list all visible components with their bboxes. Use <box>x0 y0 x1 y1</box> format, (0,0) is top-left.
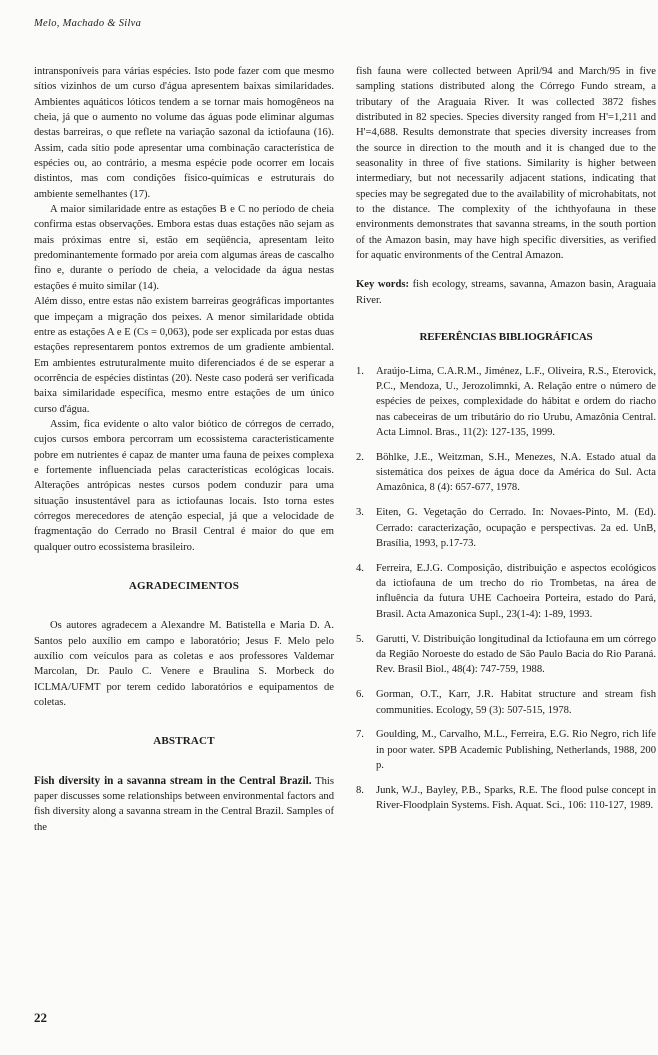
left-column <box>34 64 334 835</box>
body-paragraph-3: Além disso, entre estas não existem barreiras geográficas importantes que impeçam a migração dos peixes. A menor similaridade obtida entre as estações A e E (Cs = 0,063), pode ser explicada por estas duas estações representarem pontos extremos de um gradiente ambiental. Em ambientes estruturalmente muito diferenciados é de se esperar a ocorrência de espécies distintas (20). Neste caso poderá ser verificada baixa similaridade específica, mesmo entre estações de um único curso d'água. <box>34 296 334 415</box>
body-paragraph-1: intransponíveis para várias espécies. Isto pode fazer com que mesmo sítios vizinhos de um curso d'água apresentem baixas similaridades. Ambientes aquáticos lóticos tendem a se tornar mais homogêneos na cheia, já que o aumento no volume das águas pode eliminar algumas destas barreiras, o que reflete na variação sazonal da ictiofauna (16). Assim, cada sítio pode apresentar uma combinação característica de espécies ou, ao contrário, a mesma espécie pode ocorrer em locais distintos, mas com condições físico-químicas e estruturais do ambiente semelhantes (17). <box>34 66 334 200</box>
reference-number: 2. <box>356 451 364 463</box>
reference-text: Goulding, M., Carvalho, M.L., Ferreira, E.G. Rio Negro, rich life in poor water. SPB Academic Publishing, Netherlands, 1988, 200 p. <box>376 729 656 772</box>
reference-number: 5. <box>356 633 364 645</box>
reference-number: 6. <box>356 689 364 701</box>
abstract-title: ABSTRACT <box>153 735 215 748</box>
reference-text: Araújo-Lima, C.A.R.M., Jiménez, L.F., Oliveira, R.S., Eterovick, P.C., Mendoza, U., Jerozolimnki, A. Relação entre o número de espécies de peixes, complexidade do hábitat e ordem do riacho nas cabeceiras de um tributário do rio Urubu, Amazônia Central. Acta Limnol. Bras., 11(2): 127-135, 1999. <box>376 365 656 438</box>
acknowledgements-text: Os autores agradecem a Alexandre M. Batistella e Maria D. A. Santos pelo auxílio em campo e laboratório; Jesus F. Melo pelo auxílio com veículos para as coletas e aos professores Valdemar Marcolan, Dr. Paulo C. Venere e Braulina S. Morbeck do ICLMA/UFMT por terem cedido laboratórios e equipamentos de coletas. <box>34 620 334 709</box>
reference-item <box>356 687 656 718</box>
keywords-label: Key words: <box>356 279 410 291</box>
reference-number: 4. <box>356 562 364 574</box>
reference-number: 3. <box>356 507 364 519</box>
reference-text: Böhlke, J.E., Weitzman, S.H., Menezes, N.A. Estado atual da sistemática dos peixes de água doce da América do Sul. Acta Amazônica, 8 (4): 657-677, 1978. <box>376 451 656 494</box>
keywords-text: fish ecology, streams, savanna, Amazon basin, Araguaia River. <box>356 279 656 306</box>
page-number: 22 <box>34 1010 47 1025</box>
reference-item <box>356 783 656 814</box>
reference-item <box>356 505 656 551</box>
reference-item <box>356 727 656 773</box>
reference-text: Junk, W.J., Bayley, P.B., Sparks, R.E. The flood pulse concept in River-Floodplain Systems. Fish. Aquat. Sci., 106: 110-127, 1989. <box>376 784 656 812</box>
references-title: REFERÊNCIAS BIBLIOGRÁFICAS <box>419 331 593 344</box>
reference-number: 7. <box>356 729 364 741</box>
references-list <box>356 364 656 814</box>
body-paragraph-4: Assim, fica evidente o alto valor biótico de córregos de cerrado, cujos cursos embora percorram um ecossistema caracteristicamente pobre em nutrientes é capaz de manter uma fauna de peixes complexa e fortemente influenciada pelas características ecológicas locais. Alterações antrópicas nestes cursos podem conduzir para uma situação insustentável para as ictiofaunas locais. Isto torna estes córregos merecedores de atenção especial, já que a velocidade de fragmentação do Cerrado no Brasil Central é maior do que em qualquer outro ecossistema brasileiro. <box>34 418 334 553</box>
reference-text: Eiten, G. Vegetação do Cerrado. In: Novaes-Pinto, M. (Ed). Cerrado: caracterização, ocupação e perspectivas. 2a ed. UnB, Brasília, 1993, p.17-73. <box>376 507 656 549</box>
reference-text: Garutti, V. Distribuição longitudinal da Ictiofauna em um córrego da Região Noroeste do estado de São Paulo Bacia do Rio Paraná. Rev. Brasil Biol., 48(4): 747-759, 1988. <box>376 633 656 676</box>
reference-text: Ferreira, E.J.G. Composição, distribuição e aspectos ecológicos da ictiofauna de um trecho do rio Trombetas, na área de influência da futura UHE Cachoeira Porteira, estado do Pará, Brasil. Acta Amazonica Supl., 23(1-4): 1-89, 1993. <box>376 562 656 620</box>
body-paragraph-2: A maior similaridade entre as estações B e C no período de cheia confirma estas observações. Embora estas duas estações não sejam as mais próximas entre si, estão em seqüência, apresentam leito predominantemente formado por areia com algumas áreas de cascalho fino e, durante o período de cheia, a velocidade da água nestas estações é muito similar (14). <box>34 204 334 292</box>
abstract-heading: Fish diversity in a savanna stream in the Central Brazil. <box>34 774 312 787</box>
abstract-paragraph <box>34 774 334 835</box>
reference-number: 1. <box>356 365 364 377</box>
reference-item <box>356 561 656 622</box>
reference-item <box>356 450 656 496</box>
abstract-text-continued: fish fauna were collected between April/94 and March/95 in five sampling stations distributed along the Córrego Fundo stream, a tributary of the Araguaia River. It was collected 3872 fishes distributed in 82 species. Species diversity ranged from H'=1,211 and H'=4,688. Results demonstrate that species diversity increases from the source in direction to the mouth and it is changed due to the seasonality in three of five stations. Similarity is higher between intermediary, but not necessarily adjacent stations, indicating that species may be segregated due to the availability of microhabitats, not to the distance. The complexity of the ichthyofauna in these environments demonstrates that savanna streams, in the south portion of the Amazon basin, may have high specific diversities, as verified for aquatic environments of the Central Amazon. <box>356 66 656 262</box>
abstract-text-start: This paper discusses some relationships between environmental factors and fish diversity along a savanna stream in the Central Brazil. Samples of the <box>34 775 335 833</box>
reference-number: 8. <box>356 784 364 796</box>
reference-item <box>356 632 656 678</box>
right-column <box>356 64 656 823</box>
reference-item <box>356 364 656 441</box>
acknowledgements-title: AGRADECIMENTOS <box>128 580 240 592</box>
running-header: Melo, Machado & Silva <box>34 18 142 29</box>
reference-text: Gorman, O.T., Karr, J.R. Habitat structure and stream fish communities. Ecology, 59 (3): 507-515, 1978. <box>376 689 656 716</box>
keywords <box>356 277 656 308</box>
